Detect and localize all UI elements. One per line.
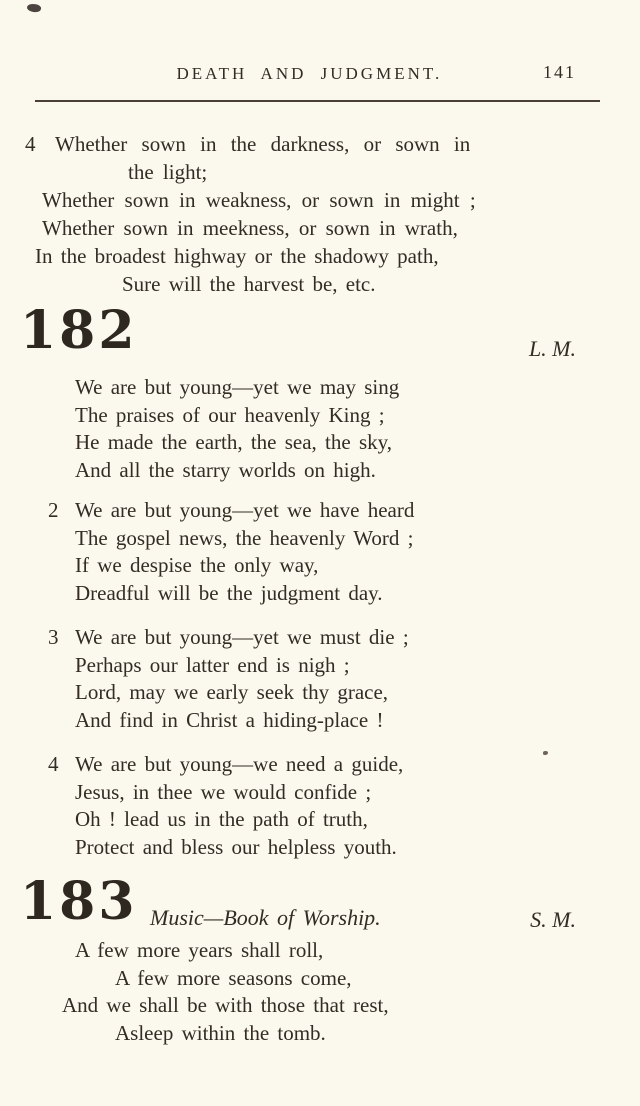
verse-line: The gospel news, the heavenly Word ; [75, 525, 414, 550]
hymn-verse [0, 624, 640, 734]
hymn-verse [0, 937, 640, 1047]
verse-number: 4 [48, 752, 59, 776]
verse-number: 2 [48, 498, 59, 522]
page-header [0, 0, 640, 88]
hymn-number: 183 [20, 871, 138, 932]
hymn-meter: S. M. [530, 907, 576, 932]
verse-line: Whether sown in weakness, or sown in might ; [42, 188, 476, 212]
verse-line: We are but young—we need a guide, [75, 752, 404, 776]
header-divider [35, 100, 600, 102]
verse-line: the light; [128, 160, 208, 184]
verse-line: Lord, may we early seek thy grace, [75, 680, 389, 704]
hymn-meter: L. M. [528, 336, 576, 361]
verse-line: Protect and bless our helpless youth. [75, 834, 397, 859]
verse-line: The praises of our heavenly King ; [75, 402, 385, 427]
verse-line: And all the starry worlds on high. [75, 457, 376, 482]
hymn-verse [0, 751, 640, 861]
verse-number: 4 [25, 132, 36, 156]
verse-line: Jesus, in thee we would confide ; [75, 779, 372, 804]
verse-line: A few more years shall roll, [75, 938, 324, 962]
verse-line: Dreadful will be the judgment day. [75, 580, 383, 605]
verse-line: We are but young—yet we must die ; [75, 625, 409, 649]
hymn-number: 182 [20, 300, 138, 361]
hymn-182-heading [0, 300, 640, 366]
verse-number: 3 [48, 625, 59, 649]
verse-line: A few more seasons come, [115, 965, 352, 990]
verse-line: If we despise the only way, [75, 553, 319, 577]
verse-line: Whether sown in the darkness, or sown in [55, 132, 471, 156]
hymn-183-heading [0, 871, 640, 937]
verse-line: Perhaps our latter end is nigh ; [75, 652, 350, 677]
verse-line: And we shall be with those that rest, [62, 993, 389, 1017]
verse-line: Oh ! lead us in the path of truth, [75, 807, 368, 831]
verse-line: We are but young—yet we may sing [75, 375, 400, 399]
verse-line: Sure will the harvest be, etc. [122, 272, 376, 296]
page-number: 141 [543, 62, 576, 82]
verse-line: In the broadest highway or the shadowy path, [35, 244, 439, 268]
hymn-attribution: Music—Book of Worship. [150, 905, 381, 930]
verse-line: Asleep within the tomb. [115, 1020, 326, 1045]
verse-line: We are but young—yet we have heard [75, 498, 415, 522]
hymn-verse [0, 497, 640, 607]
running-title: DEATH AND JUDGMENT. [176, 64, 443, 83]
hymn-verse [0, 374, 640, 484]
continued-verse [0, 130, 640, 298]
verse-line: And find in Christ a hiding-place ! [75, 707, 384, 732]
verse-line: He made the earth, the sea, the sky, [75, 430, 393, 454]
verse-line: Whether sown in meekness, or sown in wrath, [42, 216, 458, 240]
